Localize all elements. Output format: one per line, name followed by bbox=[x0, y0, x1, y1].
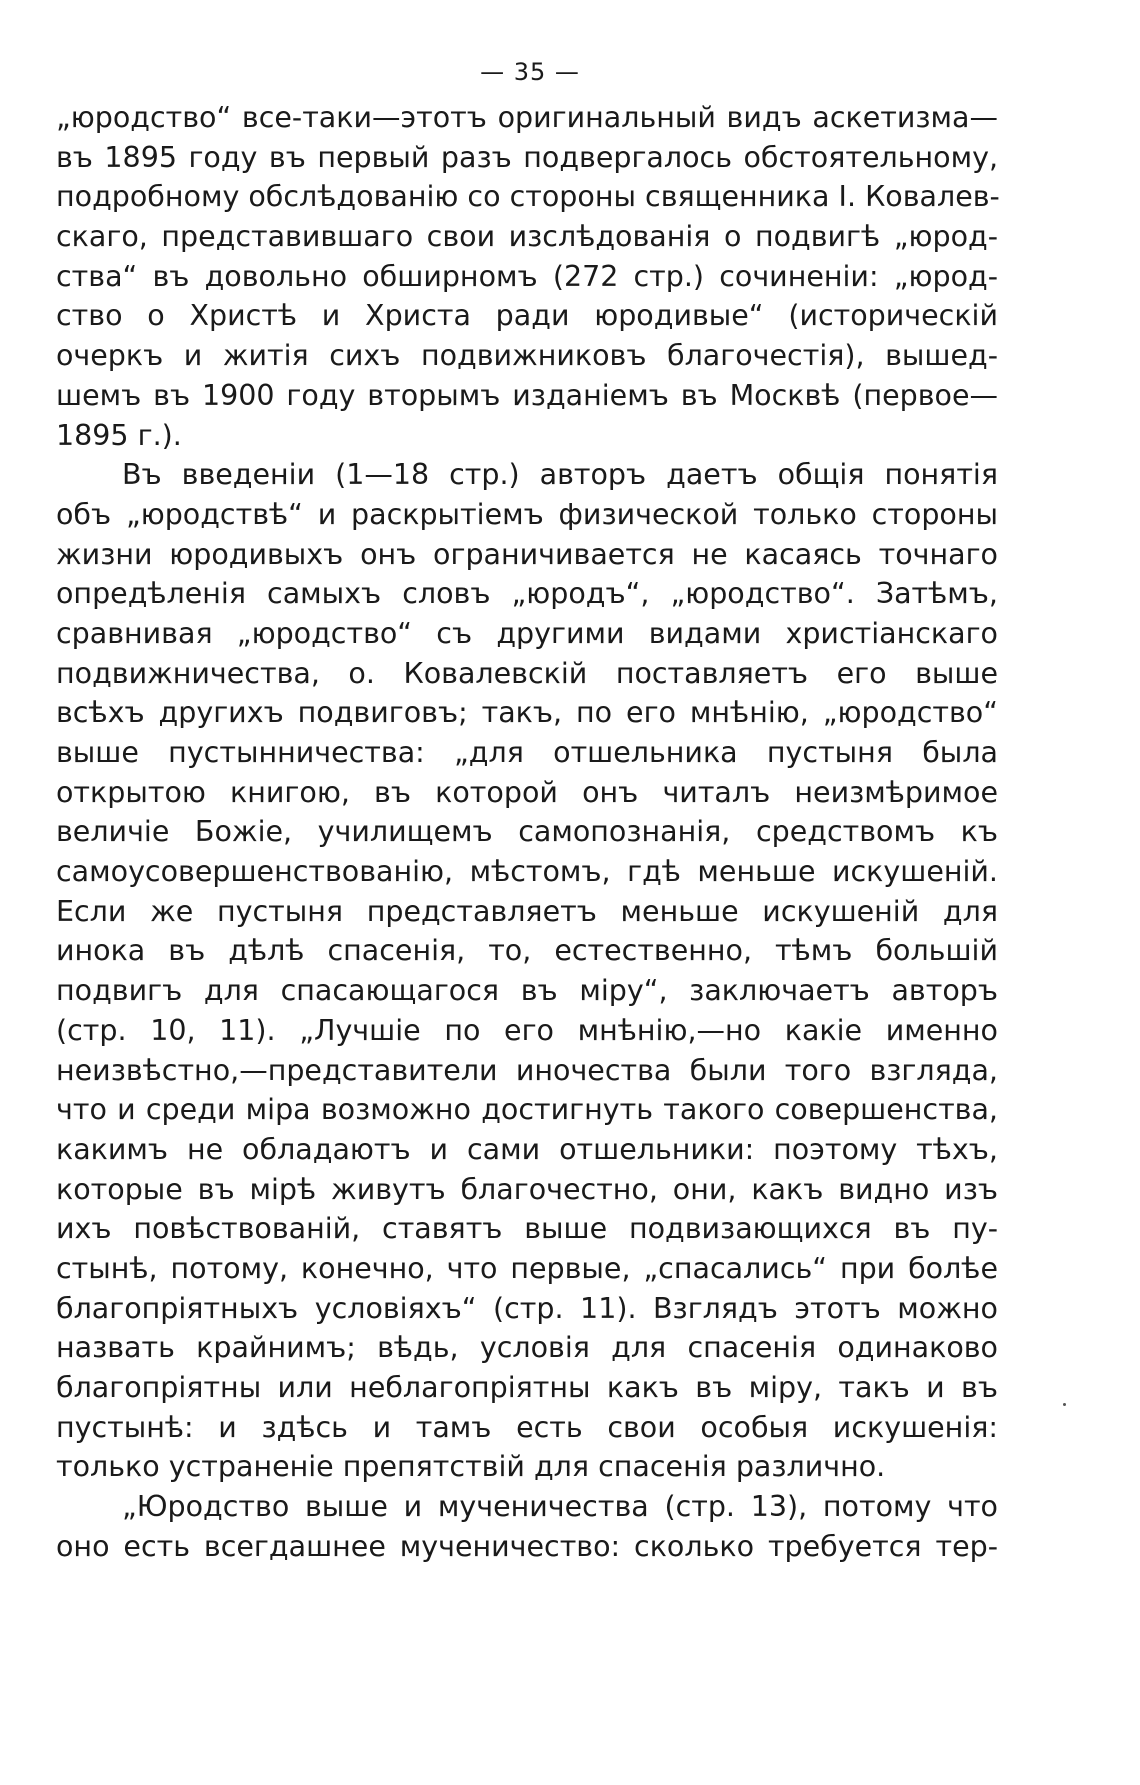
text-line: величіе Божіе, училищемъ самопознанія, средствомъ къ bbox=[56, 815, 998, 849]
text-line: шемъ въ 1900 году вторымъ изданіемъ въ Москвѣ (первое— bbox=[56, 378, 998, 412]
text-line: самоусовершенствованію, мѣстомъ, гдѣ меньше искушеній. bbox=[56, 855, 998, 889]
text-line: 1895 г.). bbox=[56, 418, 182, 452]
text-line: „юродство“ все-таки—этотъ оригинальный видъ аскетизма— bbox=[56, 101, 998, 134]
text-line: открытою книгою, въ которой онъ читалъ неизмѣримое bbox=[56, 775, 998, 809]
text-line: ихъ повѣствованій, ставятъ выше подвизающихся въ пу- bbox=[56, 1212, 998, 1246]
text-line: стынѣ, потому, конечно, что первые, „спасались“ при болѣе bbox=[56, 1251, 998, 1285]
text-line: Въ введеніи (1—18 стр.) авторъ даетъ общія понятія bbox=[122, 458, 998, 492]
body-text bbox=[56, 98, 998, 1566]
text-line: подвигъ для спасающагося въ міру“, заключаетъ авторъ bbox=[56, 974, 998, 1008]
text-line: что и среди міра возможно достигнуть такого совершенства, bbox=[56, 1093, 998, 1127]
text-line: ство о Христѣ и Христа ради юродивые“ (историческій bbox=[56, 299, 998, 333]
text-line: всѣхъ другихъ подвиговъ; такъ, по его мнѣнію, „юродство“ bbox=[56, 696, 998, 730]
text-line: только устраненіе препятствій для спасенія различно. bbox=[56, 1450, 886, 1484]
text-line: очеркъ и житія сихъ подвижниковъ благочестія), вышед- bbox=[56, 339, 998, 373]
text-line: благопріятныхъ условіяхъ“ (стр. 11). Взглядъ этотъ можно bbox=[56, 1291, 998, 1325]
paragraph bbox=[56, 98, 998, 455]
text-line: „Юродство выше и мученичества (стр. 13), потому что bbox=[122, 1490, 998, 1524]
text-line: подвижничества, о. Ковалевскій поставляетъ его выше bbox=[56, 656, 998, 690]
text-line: ства“ въ довольно обширномъ (272 стр.) сочиненіи: „юрод- bbox=[56, 259, 998, 293]
text-line: пустынѣ: и здѣсь и тамъ есть свои особыя искушенія: bbox=[56, 1410, 998, 1444]
text-line: опредѣленія самыхъ словъ „юродъ“, „юродство“. Затѣмъ, bbox=[56, 577, 998, 611]
paragraph bbox=[56, 455, 998, 1487]
paragraph bbox=[56, 1487, 998, 1566]
text-line: (стр. 10, 11). „Лучшіе по его мнѣнію,—но какіе именно bbox=[56, 1013, 998, 1047]
text-line: скаго, представившаго свои изслѣдованія о подвигѣ „юрод- bbox=[56, 220, 998, 254]
text-line: въ 1895 году въ первый разъ подвергалось обстоятельному, bbox=[56, 140, 998, 174]
text-line: выше пустынничества: „для отшельника пустыня была bbox=[56, 736, 998, 769]
text-line: сравнивая „юродство“ съ другими видами христіанскаго bbox=[56, 616, 998, 650]
text-line: Если же пустыня представляетъ меньше искушеній для bbox=[56, 894, 998, 928]
page-number: — 35 — bbox=[480, 58, 580, 86]
text-line: подробному обслѣдованію со стороны священника І. Ковалев- bbox=[56, 180, 1000, 214]
text-line: неизвѣстно,—представители иночества были того взгляда, bbox=[56, 1053, 998, 1087]
text-line: жизни юродивыхъ онъ ограничивается не касаясь точнаго bbox=[56, 537, 998, 571]
text-line: какимъ не обладаютъ и сами отшельники: поэтому тѣхъ, bbox=[56, 1132, 998, 1166]
text-line: которые въ мірѣ живутъ благочестно, они, какъ видно изъ bbox=[56, 1172, 998, 1206]
text-line: инока въ дѣлѣ спасенія, то, естественно, тѣмъ большій bbox=[56, 934, 998, 968]
text-line: назвать крайнимъ; вѣдь, условія для спасенія одинаково bbox=[56, 1331, 998, 1365]
text-line: оно есть всегдашнее мученичество: сколько требуется тер- bbox=[56, 1529, 998, 1563]
scan-speck bbox=[1063, 1403, 1066, 1406]
text-line: объ „юродствѣ“ и раскрытіемъ физической только стороны bbox=[56, 497, 998, 531]
text-line: благопріятны или неблагопріятны какъ въ міру, такъ и въ bbox=[56, 1371, 998, 1404]
